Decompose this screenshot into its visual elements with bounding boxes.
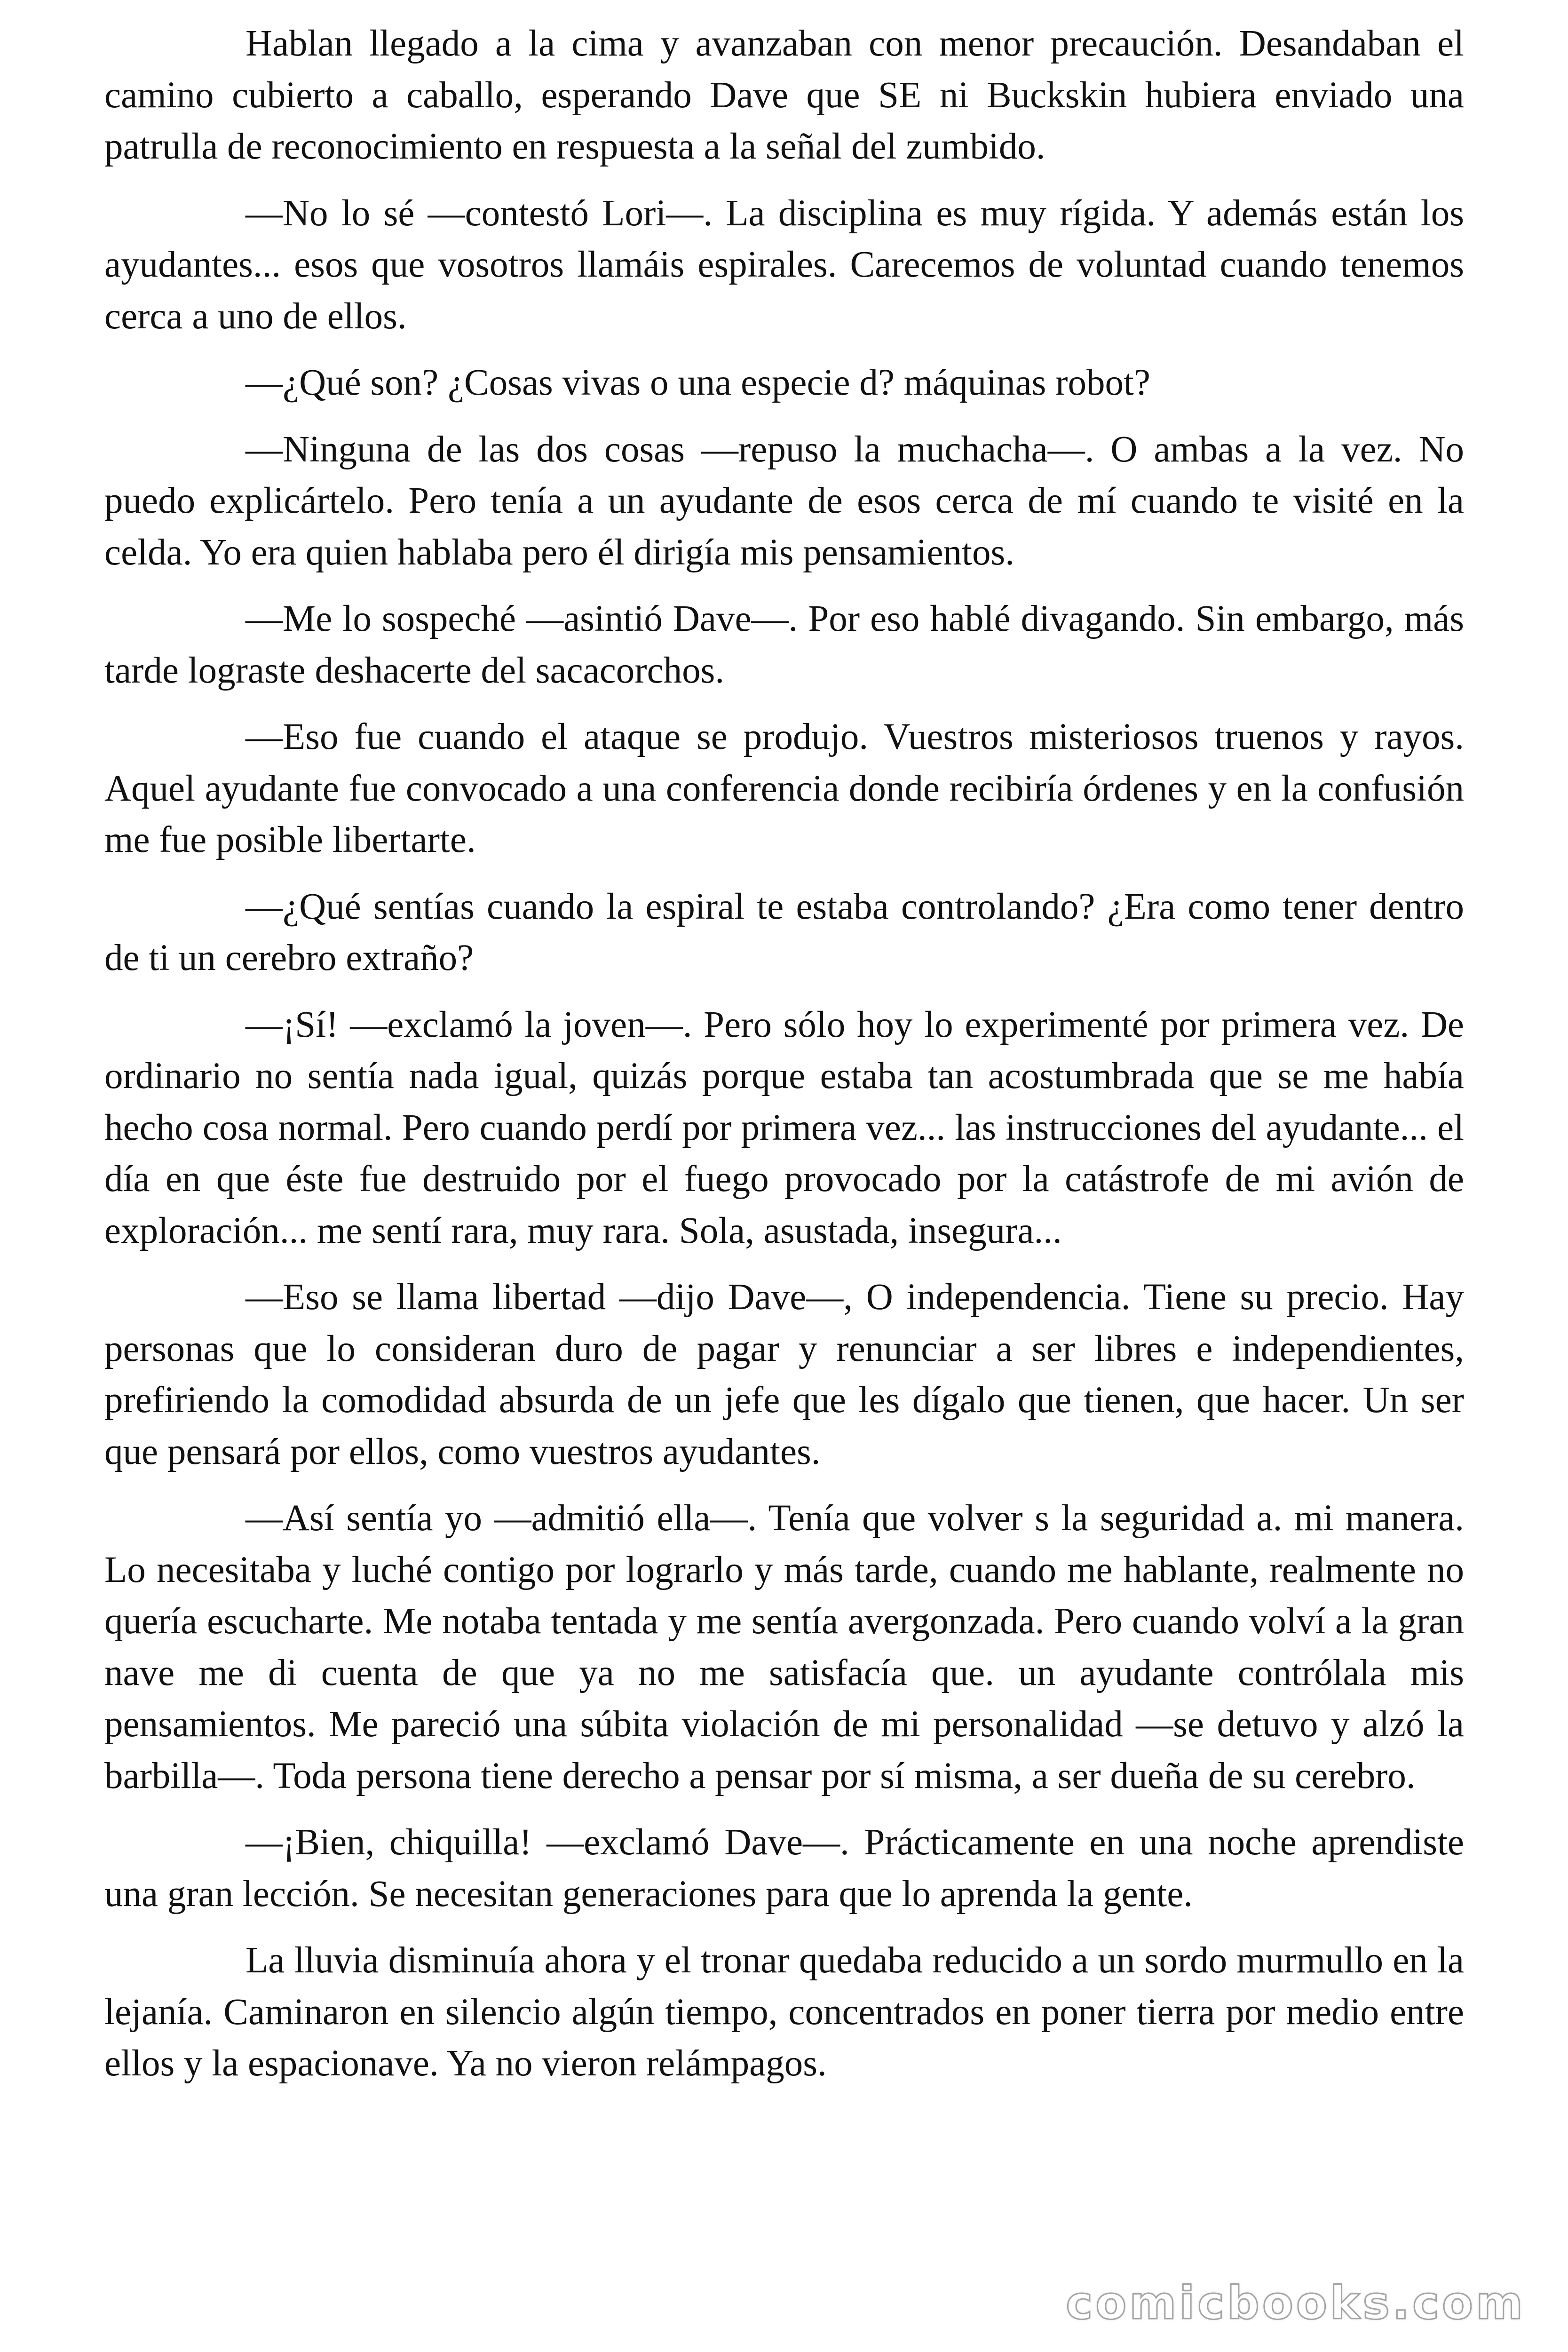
paragraph: —Eso se llama libertad —dijo Dave—, O independencia. Tiene su precio. Hay personas que lo consideran duro de pagar y renunciar a ser libres e independientes, prefiriendo la comodidad absurda de un jefe que les dígalo que tienen, que hacer. Un ser que pensará por ellos, como vuestros ayudantes. — [104, 1277, 1464, 1472]
paragraph: —Eso fue cuando el ataque se produjo. Vuestros misteriosos truenos y rayos. Aquel ayudante fue convocado a una conferencia donde recibiría órdenes y en la confusión me fue posible libertarte. — [104, 716, 1464, 860]
paragraph: La lluvia disminuía ahora y el tronar quedaba reducido a un sordo murmullo en la lejanía. Caminaron en silencio algún tiempo, concentrados en poner tierra por medio entre ellos y la espacionave. Ya no vieron relámpagos. — [104, 1940, 1464, 2084]
paragraph: Hablan llegado a la cima y avanzaban con menor precaución. Desandaban el camino cubierto a caballo, esperando Dave que SE ni Buckskin hubiera enviado una patrulla de reconocimiento en respuesta a la señal del zumbido. — [104, 23, 1464, 167]
paragraph: —Ninguna de las dos cosas —repuso la muchacha—. O ambas a la vez. No puedo explicártelo. Pero tenía a un ayudante de esos cerca de mí cuando te visité en la celda. Yo era quien hablaba pero él dirigía mis pensamientos. — [104, 429, 1464, 573]
paragraph: —¡Sí! —exclamó la joven—. Pero sólo hoy lo experimenté por primera vez. De ordinario no sentía nada igual, quizás porque estaba tan acostumbrada que se me había hecho cosa normal. Pero cuando perdí por primera vez... las instrucciones del ayudante... el día en que éste fue destruido por el fuego provocado por la catástrofe de mi avión de exploración... me sentí rara, muy rara. Sola, asustada, insegura... — [104, 1004, 1464, 1251]
paragraph: —¿Qué sentías cuando la espiral te estaba controlando? ¿Era como tener dentro de ti un cerebro extraño? — [104, 886, 1464, 978]
paragraph: —¡Bien, chiquilla! —exclamó Dave—. Prácticamente en una noche aprendiste una gran lección. Se necesitan generaciones para que lo aprenda la gente. — [104, 1822, 1464, 1915]
paragraph: —¿Qué son? ¿Cosas vivas o una especie d? máquinas robot? — [245, 362, 1150, 403]
paragraph: —Me lo sospeché —asintió Dave—. Por eso hablé divagando. Sin embargo, más tarde lograste deshacerte del sacacorchos. — [104, 598, 1464, 691]
paragraph: —Así sentía yo —admitió ella—. Tenía que volver s la seguridad a. mi manera. Lo necesitaba y luché contigo por lograrlo y más tarde, cuando me hablante, realmente no quería escucharte. Me notaba tentada y me sentía avergonzada. Pero cuando volví a la gran nave me di cuenta de que ya no me satisfacía que. un ayudante contrólala mis pensamientos. Me pareció una súbita violación de mi personalidad —se detuvo y alzó la barbilla—. Toda persona tiene derecho a pensar por sí misma, a ser dueña de su cerebro. — [104, 1498, 1464, 1796]
watermark-text: comicbooks.com — [1066, 2277, 1526, 2329]
document-page — [104, 18, 1464, 2105]
paragraph: —No lo sé —contestó Lori—. La disciplina es muy rígida. Y además están los ayudantes... esos que vosotros llamáis espirales. Carecemos de voluntad cuando tenemos cerca a uno de ellos. — [104, 192, 1464, 337]
